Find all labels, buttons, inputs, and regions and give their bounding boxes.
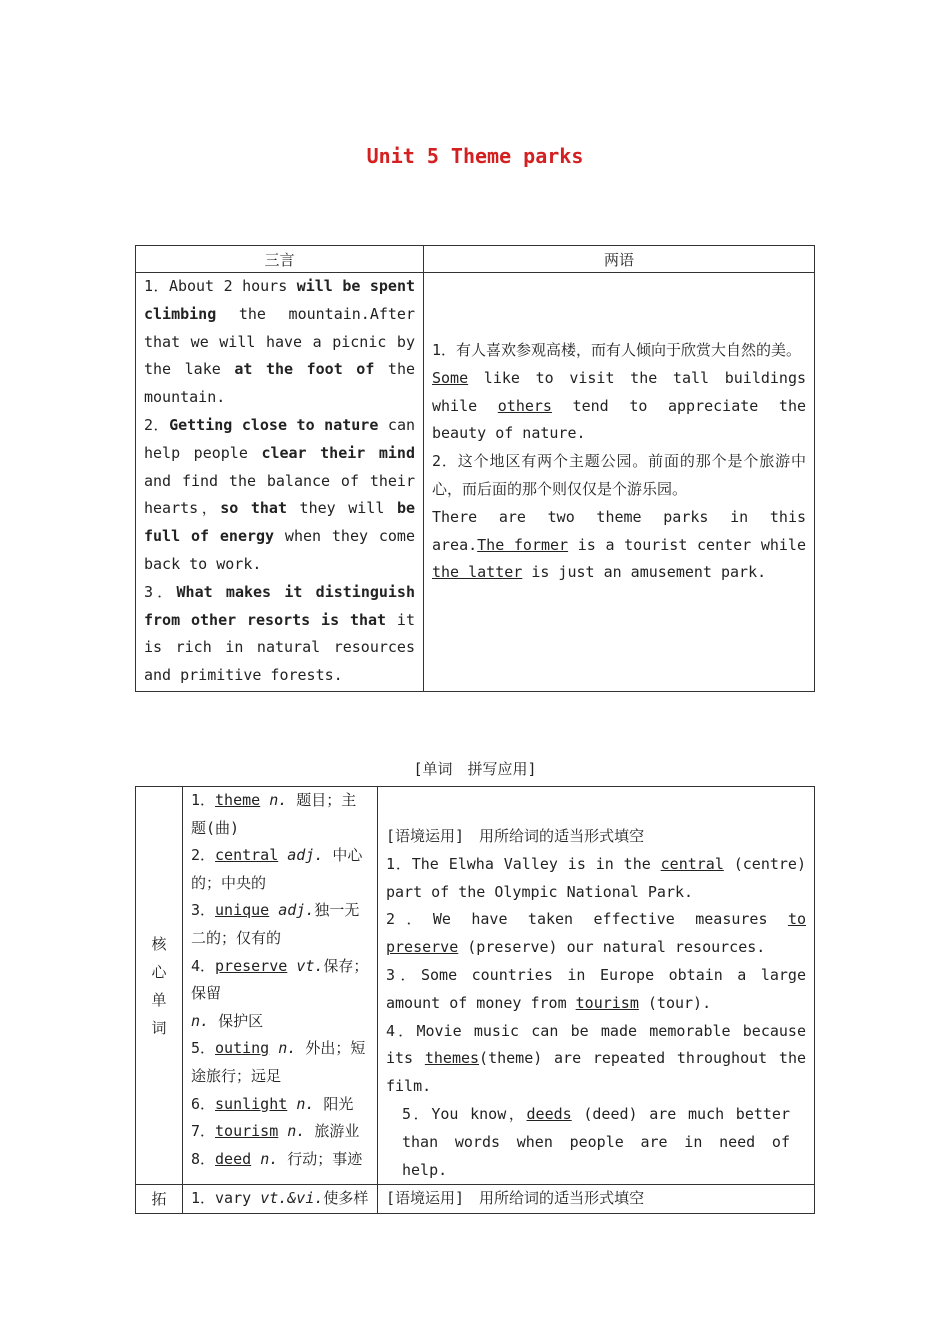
word-list-cell <box>183 787 378 1185</box>
exercise-item: 4．Movie music can be made memorable because its themes(theme) are repeated throughout the film. <box>386 1021 807 1096</box>
sentence-2: 2．Getting close to nature can help people clear their mind and find the balance of their hearts，so that they will be full of energy when they come back to work. <box>144 415 416 573</box>
translation-1: 1．有人喜欢参观高楼，而有人倾向于欣赏大自然的美。 Some like to visit the tall buildings while others tend to appreciate the beauty of nature. <box>432 341 807 443</box>
vocabulary-table <box>135 786 815 1214</box>
phrases-table <box>135 245 815 692</box>
word-item: 6．sunlight n. 阳光 <box>191 1094 354 1113</box>
exercise-item: 5．You know，deeds (deed) are much better than words when people are in need of help. <box>402 1104 790 1179</box>
word-item: 5．outing n. 外出；短途旅行；远足 <box>191 1039 366 1085</box>
word-list <box>183 787 377 1173</box>
section-label: [单词 拼写应用] <box>413 760 537 778</box>
word-item: 4．preserve vt.保存；保留 <box>191 956 369 1003</box>
sentences-right-cell <box>424 273 815 692</box>
sentence-1: 1．About 2 hours will be spent climbing the mountain.After that we will have a picnic by the lake at the foot of the mountain. <box>144 277 416 407</box>
extend-word-cell: 1．vary vt.&vi.使多样 <box>183 1185 378 1214</box>
sentences-left-cell <box>136 273 424 692</box>
exercise-cell <box>378 787 815 1185</box>
exercise-list <box>378 787 814 1184</box>
col-header-sanyan: 三言 <box>136 246 424 273</box>
exercise-item: 3．Some countries in Europe obtain a large amount of money from tourism (tour). <box>386 965 806 1012</box>
sentence-3: 3．What makes it distinguish from other resorts is that it is rich in natural resources and primitive forests. <box>144 582 415 685</box>
side-label-core-words: 核 心 单 词 <box>136 787 183 1185</box>
word-item: 2．central adj. 中心的；中央的 <box>191 846 363 892</box>
exercise-heading: [语境运用] 用所给词的适当形式填空 <box>386 827 645 845</box>
word-item: 7．tourism n. 旅游业 <box>191 1122 360 1141</box>
extend-exercise-heading: [语境运用] 用所给词的适当形式填空 <box>378 1185 815 1214</box>
word-item: 8．deed n. 行动；事迹 <box>191 1149 363 1168</box>
page-title: Unit 5 Theme parks <box>366 144 584 168</box>
exercise-item: 2．We have taken effective measures to preserve (preserve) our natural resources. <box>386 910 806 957</box>
exercise-item: 1．The Elwha Valley is in the central (centre) part of the Olympic National Park. <box>386 854 806 901</box>
translation-2: 2．这个地区有两个主题公园。前面的那个是个旅游中心，而后面的那个则仅仅是个游乐园。 There are two theme parks in this area.The former is a tourist center while the latter is just an amusement park. <box>432 452 806 582</box>
word-item: 1．theme n. 题目；主题(曲) <box>191 791 357 837</box>
word-item: 3．unique adj.独一无二的；仅有的 <box>191 901 360 947</box>
col-header-liangyu: 两语 <box>424 246 815 273</box>
word-item: n. 保护区 <box>191 1011 264 1030</box>
side-label-extend: 拓 <box>136 1185 183 1214</box>
